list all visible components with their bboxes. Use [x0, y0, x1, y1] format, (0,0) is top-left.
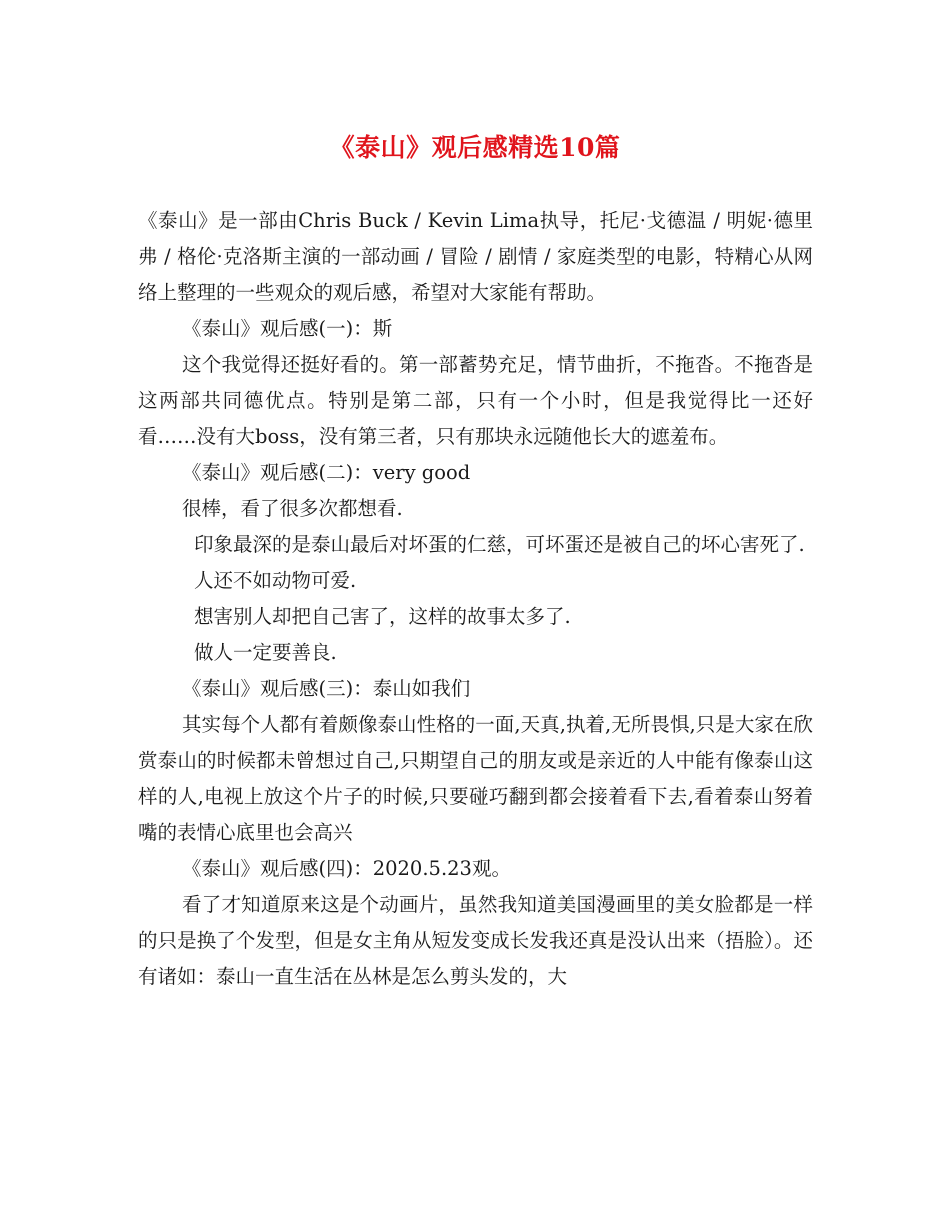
review-paragraph: 做人一定要善良. — [194, 641, 337, 664]
review-heading-4: 《泰山》观后感(四)：2020.5.23观。 — [182, 857, 511, 880]
review-paragraph: 人还不如动物可爱. — [194, 569, 357, 592]
review-paragraph: 印象最深的是泰山最后对坏蛋的仁慈，可坏蛋还是被自己的坏心害死了. — [194, 533, 805, 556]
review-paragraph: 这个我觉得还挺好看的。第一部蓄势充足，情节曲折，不拖沓。不拖沓是这两部共同德优点。特别是第二部，只有一个小时，但是我觉得比一还好看……没有大boss，没有第三者，只有那块永远随他长大的遮羞布。 — [138, 353, 813, 448]
review-heading-3: 《泰山》观后感(三)：泰山如我们 — [182, 677, 471, 700]
intro-paragraph: 《泰山》是一部由Chris Buck / Kevin Lima执导，托尼·戈德温 / 明妮·德里弗 / 格伦·克洛斯主演的一部动画 / 冒险 / 剧情 / 家庭类型的电影，特精心从网络上整理的一些观众的观后感，希望对大家能有帮助。 — [138, 209, 813, 304]
review-paragraph: 很棒，看了很多次都想看. — [182, 497, 403, 520]
document-title: 《泰山》观后感精选10篇 — [329, 133, 621, 162]
review-paragraph: 其实每个人都有着颇像泰山性格的一面,天真,执着,无所畏惧,只是大家在欣赏泰山的时候都未曾想过自己,只期望自己的朋友或是亲近的人中能有像泰山这样的人,电视上放这个片子的时候,只要碰巧翻到都会接着看下去,看着泰山努着嘴的表情心底里也会高兴 — [138, 713, 813, 844]
review-heading-1: 《泰山》观后感(一)：斯 — [182, 317, 393, 340]
review-heading-2: 《泰山》观后感(二)：very good — [182, 461, 471, 484]
review-paragraph: 想害别人却把自己害了，这样的故事太多了. — [194, 605, 571, 628]
document-body — [138, 203, 813, 995]
review-paragraph: 看了才知道原来这是个动画片，虽然我知道美国漫画里的美女脸都是一样的只是换了个发型，但是女主角从短发变成长发我还真是没认出来（捂脸）。还有诸如：泰山一直生活在丛林是怎么剪头发的，大 — [138, 893, 813, 988]
